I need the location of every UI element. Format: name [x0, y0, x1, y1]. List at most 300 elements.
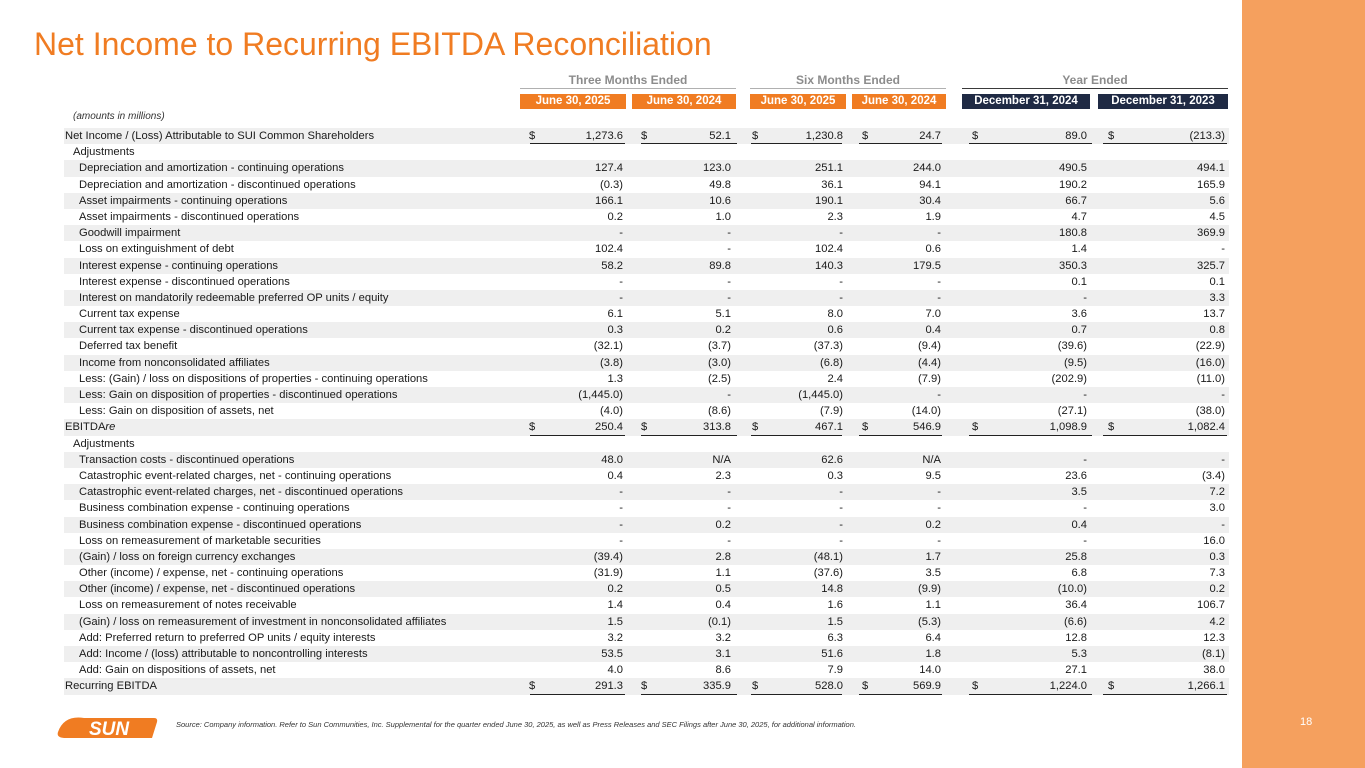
table-row	[64, 452, 1229, 468]
value-cell: 251.1	[815, 162, 843, 175]
row-label: (Gain) / loss on foreign currency exchanges	[79, 550, 296, 563]
value-cell: 38.0	[1203, 664, 1225, 677]
value-cell: 1.4	[1071, 243, 1087, 256]
value-cell: (37.6)	[813, 567, 843, 580]
value-cell: 58.2	[601, 259, 623, 272]
value-cell: 1.0	[715, 210, 731, 223]
value-cell: 3.0	[1209, 502, 1225, 515]
page-title: Net Income to Recurring EBITDA Reconciliation	[34, 26, 712, 62]
value-cell: 1,224.0	[1049, 680, 1087, 693]
value-cell: 0.7	[1071, 324, 1087, 337]
total-row	[64, 128, 1229, 144]
row-label: Interest expense - continuing operations	[79, 259, 279, 272]
table-row	[64, 209, 1229, 225]
value-cell: 0.6	[925, 243, 941, 256]
value-cell: 0.2	[715, 518, 731, 531]
value-cell: (3.7)	[707, 340, 731, 353]
value-cell: 4.7	[1071, 210, 1087, 223]
table-row	[64, 565, 1229, 581]
value-cell: -	[1221, 243, 1225, 256]
value-cell: 48.0	[601, 453, 623, 466]
value-cell: 0.4	[1071, 518, 1087, 531]
value-cell: (8.1)	[1201, 648, 1225, 660]
value-cell: (48.1)	[813, 550, 843, 563]
value-cell: 1.7	[925, 550, 941, 563]
value-cell: (27.1)	[1057, 405, 1087, 418]
value-cell: 1.3	[607, 372, 623, 385]
col-header-fy-2023: December 31, 2023	[1098, 94, 1228, 109]
value-cell: 490.5	[1059, 162, 1087, 175]
value-cell: 8.6	[715, 664, 731, 677]
table-row	[64, 306, 1229, 322]
value-cell: (14.0)	[911, 405, 941, 418]
value-cell: 127.4	[595, 162, 623, 175]
total-row	[64, 419, 1229, 435]
value-cell: -	[839, 502, 843, 515]
row-label: Transaction costs - discontinued operations	[79, 453, 295, 466]
value-cell: -	[839, 518, 843, 531]
value-cell: -	[727, 227, 731, 240]
value-cell: -	[619, 502, 623, 515]
side-band	[1242, 0, 1365, 768]
row-label: Adjustments	[73, 437, 135, 450]
table-row	[64, 177, 1229, 193]
value-cell: 313.8	[703, 421, 731, 434]
table-row	[64, 371, 1229, 387]
currency-symbol: $	[862, 680, 869, 693]
value-cell: 3.2	[715, 631, 731, 644]
value-cell: 325.7	[1197, 259, 1225, 272]
value-cell: 102.4	[815, 243, 843, 256]
table-row	[64, 533, 1229, 549]
value-cell: 5.1	[715, 308, 731, 321]
row-label: Business combination expense - discontinued operations	[79, 518, 362, 531]
value-cell: 467.1	[815, 421, 843, 434]
table-row	[64, 355, 1229, 371]
page-number: 18	[1300, 716, 1313, 728]
group-six-months: Six Months Ended	[795, 73, 900, 87]
value-cell: 179.5	[913, 259, 941, 272]
value-cell: 66.7	[1065, 194, 1087, 207]
value-cell: (32.1)	[593, 340, 623, 353]
table-row	[64, 193, 1229, 209]
value-cell: -	[619, 518, 623, 531]
value-cell: (0.1)	[707, 615, 731, 628]
value-cell: 140.3	[815, 259, 843, 272]
value-cell: -	[727, 534, 731, 547]
row-label: Deferred tax benefit	[79, 340, 178, 353]
value-cell: (213.3)	[1189, 130, 1225, 142]
svg-text:SUN: SUN	[88, 719, 130, 740]
table-row	[64, 403, 1229, 419]
value-cell: 14.8	[821, 583, 843, 596]
table-row	[64, 630, 1229, 646]
value-cell: -	[619, 534, 623, 547]
value-cell: 6.4	[925, 631, 941, 644]
value-cell: 1.5	[607, 615, 623, 628]
value-cell: 0.6	[827, 324, 843, 337]
value-cell: (2.5)	[707, 372, 731, 385]
value-cell: (31.9)	[593, 567, 623, 580]
value-cell: (9.9)	[917, 583, 941, 596]
sun-logo	[54, 712, 160, 742]
value-cell: -	[619, 486, 623, 499]
value-cell: N/A	[922, 453, 941, 466]
value-cell: (6.8)	[819, 356, 843, 369]
value-cell: (9.4)	[917, 340, 941, 353]
row-label: Less: Gain on disposition of assets, net	[79, 405, 274, 418]
row-label: Interest expense - discontinued operations	[79, 275, 290, 288]
value-cell: -	[1083, 389, 1087, 401]
value-cell: -	[937, 275, 941, 288]
row-label: Add: Preferred return to preferred OP units / equity interests	[79, 631, 376, 644]
value-cell: 10.6	[709, 194, 731, 207]
row-label: Adjustments	[73, 146, 135, 159]
currency-symbol: $	[1108, 421, 1115, 434]
value-cell: -	[1083, 291, 1087, 304]
value-cell: 1,273.6	[585, 130, 623, 142]
value-cell: 3.2	[607, 631, 623, 644]
value-cell: (39.6)	[1057, 340, 1087, 353]
value-cell: 190.1	[815, 194, 843, 207]
value-cell: -	[1083, 534, 1087, 547]
value-cell: -	[727, 275, 731, 288]
row-label: Loss on remeasurement of marketable securities	[79, 534, 321, 547]
value-cell: 350.3	[1059, 259, 1087, 272]
value-cell: (4.4)	[917, 356, 941, 369]
row-label: Catastrophic event-related charges, net - discontinued operations	[79, 486, 404, 499]
value-cell: 0.4	[715, 599, 731, 612]
value-cell: 0.2	[715, 324, 731, 337]
table-row	[64, 484, 1229, 500]
value-cell: 9.5	[925, 469, 941, 482]
value-cell: 89.0	[1065, 130, 1087, 142]
value-cell: -	[619, 291, 623, 304]
value-cell: (38.0)	[1195, 405, 1225, 418]
value-cell: 24.7	[919, 130, 941, 142]
value-cell: -	[727, 291, 731, 304]
row-label: Less: (Gain) / loss on dispositions of properties - continuing operations	[79, 372, 428, 385]
value-cell: 190.2	[1059, 178, 1087, 191]
value-cell: (6.6)	[1063, 615, 1087, 628]
value-cell: 2.3	[715, 469, 731, 482]
table-row	[64, 597, 1229, 613]
value-cell: (10.0)	[1057, 583, 1087, 596]
value-cell: 7.0	[925, 308, 941, 321]
value-cell: (8.6)	[707, 405, 731, 418]
value-cell: 1.4	[607, 599, 623, 612]
currency-symbol: $	[752, 130, 759, 142]
value-cell: 3.5	[1071, 486, 1087, 499]
value-cell: 1.1	[715, 567, 731, 580]
value-cell: 335.9	[703, 680, 731, 693]
value-cell: (37.3)	[813, 340, 843, 353]
table-row	[64, 517, 1229, 533]
value-cell: 94.1	[919, 178, 941, 191]
value-cell: 1.5	[827, 615, 843, 628]
row-label: Net Income / (Loss) Attributable to SUI Common Shareholders	[65, 130, 375, 142]
table-row	[64, 468, 1229, 484]
value-cell: (3.0)	[707, 356, 731, 369]
table-row	[64, 646, 1229, 662]
footer-note: Source: Company information. Refer to Sun Communities, Inc. Supplemental for the quarter ended June 30, 2025, as well as Press Releases and SEC Filings after June 30, 2025, for additional information.	[176, 720, 856, 729]
value-cell: 0.8	[1209, 324, 1225, 337]
table-row	[64, 160, 1229, 176]
currency-symbol: $	[752, 680, 759, 693]
value-cell: 2.8	[715, 550, 731, 563]
value-cell: 6.3	[827, 631, 843, 644]
value-cell: 1.1	[925, 599, 941, 612]
table-row	[64, 274, 1229, 290]
value-cell: -	[839, 291, 843, 304]
currency-symbol: $	[972, 130, 979, 142]
currency-symbol: $	[972, 680, 979, 693]
table-row	[64, 338, 1229, 354]
row-label: Current tax expense - discontinued operations	[79, 324, 308, 337]
value-cell: 12.8	[1065, 631, 1087, 644]
value-cell: (1,445.0)	[578, 389, 623, 401]
currency-symbol: $	[752, 421, 759, 434]
value-cell: 123.0	[703, 162, 731, 175]
currency-symbol: $	[529, 130, 536, 142]
currency-symbol: $	[641, 421, 648, 434]
value-cell: 89.8	[709, 259, 731, 272]
row-label: Add: Income / (loss) attributable to noncontrolling interests	[79, 648, 368, 660]
value-cell: (39.4)	[593, 550, 623, 563]
value-cell: -	[839, 486, 843, 499]
row-label: Business combination expense - continuing operations	[79, 502, 350, 515]
table-row	[64, 387, 1229, 403]
value-cell: 36.4	[1065, 599, 1087, 612]
value-cell: -	[1221, 389, 1225, 401]
value-cell: 27.1	[1065, 664, 1087, 677]
value-cell: -	[937, 534, 941, 547]
table-row	[64, 581, 1229, 597]
row-label: Add: Gain on dispositions of assets, net	[79, 664, 276, 677]
value-cell: 0.4	[607, 469, 623, 482]
row-label: Income from nonconsolidated affiliates	[79, 356, 270, 369]
row-label: Interest on mandatorily redeemable preferred OP units / equity	[79, 291, 389, 304]
value-cell: 569.9	[913, 680, 941, 693]
value-cell: 0.2	[607, 583, 623, 596]
row-label: Depreciation and amortization - continuing operations	[79, 162, 344, 175]
currency-symbol: $	[641, 130, 648, 142]
value-cell: (0.3)	[599, 178, 623, 191]
value-cell: -	[839, 534, 843, 547]
value-cell: N/A	[712, 453, 731, 466]
currency-symbol: $	[972, 421, 979, 434]
value-cell: (5.3)	[917, 615, 941, 628]
value-cell: 3.3	[1209, 291, 1225, 304]
value-cell: 25.8	[1065, 550, 1087, 563]
value-cell: 4.5	[1209, 210, 1225, 223]
currency-symbol: $	[529, 680, 536, 693]
value-cell: -	[727, 243, 731, 256]
value-cell: 250.4	[595, 421, 623, 434]
value-cell: 1.6	[827, 599, 843, 612]
value-cell: 1,266.1	[1187, 680, 1225, 693]
row-label: Catastrophic event-related charges, net - continuing operations	[79, 469, 392, 482]
currency-symbol: $	[529, 421, 536, 434]
value-cell: 49.8	[709, 178, 731, 191]
row-label: Depreciation and amortization - discontinued operations	[79, 178, 356, 191]
value-cell: -	[619, 227, 623, 240]
value-cell: 2.3	[827, 210, 843, 223]
row-label: Loss on extinguishment of debt	[79, 243, 234, 256]
value-cell: 16.0	[1203, 534, 1225, 547]
value-cell: -	[839, 275, 843, 288]
value-cell: 6.1	[607, 308, 623, 321]
group-three-months: Three Months Ended	[568, 73, 688, 87]
table-row	[64, 322, 1229, 338]
value-cell: 546.9	[913, 421, 941, 434]
row-label: Loss on remeasurement of notes receivable	[79, 599, 297, 612]
value-cell: -	[727, 389, 731, 401]
row-label: Goodwill impairment	[79, 227, 181, 240]
value-cell: 0.3	[827, 469, 843, 482]
value-cell: 0.5	[715, 583, 731, 596]
row-label: Recurring EBITDA	[65, 680, 158, 693]
value-cell: 1.9	[925, 210, 941, 223]
value-cell: (16.0)	[1195, 356, 1225, 369]
value-cell: 6.8	[1071, 567, 1087, 580]
value-cell: 3.5	[925, 567, 941, 580]
row-label: Other (income) / expense, net - discontinued operations	[79, 583, 356, 596]
value-cell: (22.9)	[1195, 340, 1225, 353]
row-label: Current tax expense	[79, 308, 180, 321]
value-cell: 5.6	[1209, 194, 1225, 207]
value-cell: 1,082.4	[1187, 421, 1225, 434]
reconciliation-table	[64, 128, 1229, 695]
value-cell: 62.6	[821, 453, 843, 466]
value-cell: (7.9)	[819, 405, 843, 418]
section-row	[64, 436, 1229, 452]
value-cell: (7.9)	[917, 372, 941, 385]
table-row	[64, 662, 1229, 678]
table-row	[64, 258, 1229, 274]
value-cell: 2.4	[827, 372, 843, 385]
table-row	[64, 241, 1229, 257]
col-header-q2-2025: June 30, 2025	[520, 94, 626, 109]
group-year-ended: Year Ended	[1062, 73, 1128, 87]
value-cell: -	[937, 291, 941, 304]
row-label: Asset impairments - continuing operations	[79, 194, 288, 207]
value-cell: (9.5)	[1063, 356, 1087, 369]
group-year-ended-line	[962, 88, 1228, 89]
value-cell: 8.0	[827, 308, 843, 321]
value-cell: 0.3	[607, 324, 623, 337]
value-cell: 4.0	[607, 664, 623, 677]
value-cell: 1,230.8	[805, 130, 843, 142]
value-cell: 0.1	[1209, 275, 1225, 288]
value-cell: -	[937, 502, 941, 515]
value-cell: -	[1083, 453, 1087, 466]
col-header-h1-2024: June 30, 2024	[852, 94, 946, 109]
group-six-months-line	[750, 88, 946, 89]
value-cell: 7.3	[1209, 567, 1225, 580]
value-cell: 102.4	[595, 243, 623, 256]
value-cell: 0.3	[1209, 550, 1225, 563]
value-cell: -	[619, 275, 623, 288]
group-three-months-line	[520, 88, 736, 89]
value-cell: 0.2	[607, 210, 623, 223]
value-cell: 5.3	[1071, 648, 1087, 660]
currency-symbol: $	[1108, 680, 1115, 693]
value-cell: 14.0	[919, 664, 941, 677]
value-cell: 291.3	[595, 680, 623, 693]
value-cell: -	[727, 502, 731, 515]
table-row	[64, 549, 1229, 565]
row-label: Other (income) / expense, net - continuing operations	[79, 567, 344, 580]
units-note: (amounts in millions)	[73, 111, 165, 122]
table-row	[64, 500, 1229, 516]
value-cell: (4.0)	[599, 405, 623, 418]
value-cell: 30.4	[919, 194, 941, 207]
currency-symbol: $	[862, 421, 869, 434]
value-cell: -	[937, 389, 941, 401]
value-cell: 7.9	[827, 664, 843, 677]
value-cell: 0.2	[925, 518, 941, 531]
value-cell: 165.9	[1197, 178, 1225, 191]
value-cell: 1,098.9	[1049, 421, 1087, 434]
value-cell: 36.1	[821, 178, 843, 191]
value-cell: 180.8	[1059, 227, 1087, 240]
value-cell: -	[1221, 518, 1225, 531]
value-cell: 7.2	[1209, 486, 1225, 499]
value-cell: -	[1221, 453, 1225, 466]
value-cell: -	[839, 227, 843, 240]
value-cell: 13.7	[1203, 308, 1225, 321]
value-cell: -	[1083, 502, 1087, 515]
value-cell: 3.6	[1071, 308, 1087, 321]
currency-symbol: $	[641, 680, 648, 693]
value-cell: 0.1	[1071, 275, 1087, 288]
value-cell: 0.4	[925, 324, 941, 337]
value-cell: (3.4)	[1201, 469, 1225, 482]
col-header-fy-2024: December 31, 2024	[962, 94, 1090, 109]
value-cell: -	[937, 486, 941, 499]
value-cell: 106.7	[1197, 599, 1225, 612]
currency-symbol: $	[862, 130, 869, 142]
value-cell: 494.1	[1197, 162, 1225, 175]
section-row	[64, 144, 1229, 160]
value-cell: 23.6	[1065, 469, 1087, 482]
col-header-q2-2024: June 30, 2024	[632, 94, 736, 109]
value-cell: 51.6	[821, 648, 843, 660]
col-header-h1-2025: June 30, 2025	[750, 94, 846, 109]
value-cell: (11.0)	[1196, 372, 1225, 385]
table-row	[64, 225, 1229, 241]
table-row	[64, 290, 1229, 306]
value-cell: -	[937, 227, 941, 240]
total-row	[64, 678, 1229, 694]
value-cell: 244.0	[913, 162, 941, 175]
value-cell: (3.8)	[599, 356, 623, 369]
table-row	[64, 614, 1229, 630]
value-cell: (1,445.0)	[798, 389, 843, 401]
row-label: EBITDAre	[65, 421, 116, 434]
value-cell: -	[727, 486, 731, 499]
value-cell: 12.3	[1203, 631, 1225, 644]
value-cell: (202.9)	[1051, 372, 1087, 385]
currency-symbol: $	[1108, 130, 1115, 142]
row-label: Less: Gain on disposition of properties - discontinued operations	[79, 389, 398, 401]
value-cell: 53.5	[601, 648, 623, 660]
row-label: Asset impairments - discontinued operations	[79, 210, 300, 223]
value-cell: 3.1	[715, 648, 731, 660]
value-cell: 369.9	[1197, 227, 1225, 240]
value-cell: 52.1	[709, 130, 731, 142]
